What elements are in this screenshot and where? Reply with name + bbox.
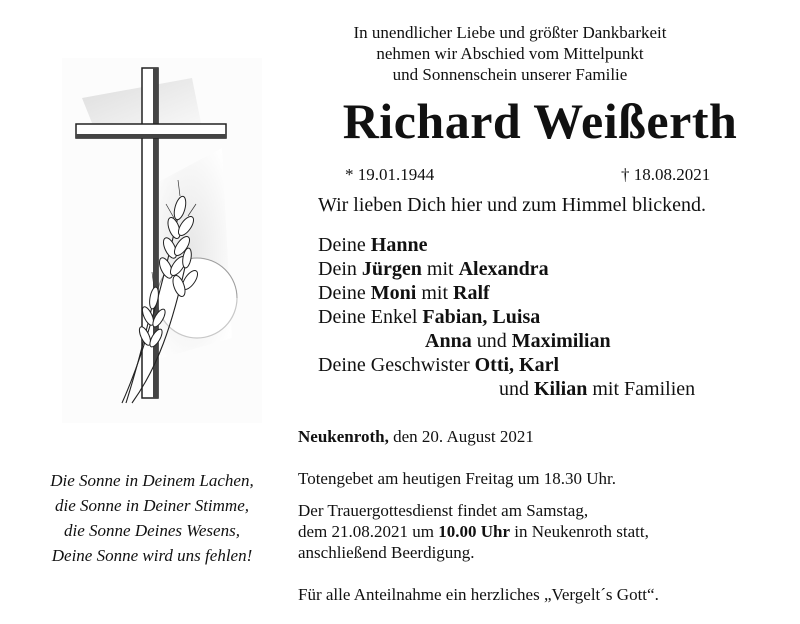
- poem: [22, 468, 282, 568]
- service-line: Der Trauergottesdienst findet am Samstag,: [298, 501, 589, 520]
- place-town: Neukenroth,: [298, 427, 389, 446]
- family-text: mit Familien: [587, 378, 696, 400]
- family-text: und: [471, 330, 512, 352]
- prayer-notice: Totengebet am heutigen Freitag um 18.30 Uhr.: [298, 469, 616, 488]
- poem-line: die Sonne Deines Wesens,: [64, 521, 240, 540]
- family-name: Moni: [370, 282, 417, 304]
- family-name: Maximilian: [511, 330, 611, 352]
- motto: Wir lieben Dich hier und zum Himmel blickend.: [318, 194, 706, 216]
- family-row: [318, 233, 695, 257]
- poem-line: die Sonne in Deiner Stimme,: [54, 496, 250, 515]
- place-date: [298, 427, 534, 447]
- poem-line: Deine Sonne wird uns fehlen!: [51, 546, 253, 565]
- death-date: † 18.08.2021: [621, 165, 711, 184]
- cross-with-wheat-icon: [62, 58, 262, 423]
- family-row: [318, 377, 695, 401]
- family-text: Deine: [318, 234, 371, 256]
- family-name: Ralf: [453, 282, 490, 304]
- family-row: [318, 329, 695, 353]
- family-row: [318, 257, 695, 281]
- family-list: [318, 233, 695, 401]
- thanks-notice: Für alle Anteilnahme ein herzliches „Vergelt´s Gott“.: [298, 585, 659, 604]
- family-name: Jürgen: [361, 258, 422, 280]
- poem-line: Die Sonne in Deinem Lachen,: [50, 471, 254, 490]
- intro-line: In unendlicher Liebe und größter Dankbarkeit: [353, 23, 667, 42]
- service-text: dem 21.08.2021 um: [298, 522, 439, 541]
- deceased-name: Richard Weißerth: [342, 93, 738, 149]
- family-name: Anna: [425, 330, 472, 352]
- family-name: Alexandra: [458, 258, 549, 280]
- family-text: Deine Geschwister: [318, 354, 475, 376]
- family-name: Fabian, Luisa: [422, 306, 541, 328]
- place-date-text: den 20. August 2021: [388, 427, 534, 446]
- family-row: [318, 353, 695, 377]
- family-text: Deine Enkel: [318, 306, 423, 328]
- service-time: 10.00 Uhr: [438, 522, 511, 541]
- family-row: [318, 305, 695, 329]
- service-line: [298, 521, 649, 542]
- family-row: [318, 281, 695, 305]
- family-name: Kilian: [534, 378, 588, 400]
- intro-text: [300, 22, 720, 85]
- service-notice: [298, 500, 649, 563]
- family-text: und: [499, 378, 534, 400]
- family-text: mit: [421, 258, 459, 280]
- service-line: anschließend Beerdigung.: [298, 543, 475, 562]
- family-text: Deine: [318, 282, 371, 304]
- birth-date: * 19.01.1944: [345, 165, 435, 184]
- family-text: Dein: [318, 258, 362, 280]
- family-name: Otti, Karl: [474, 354, 560, 376]
- intro-line: und Sonnenschein unserer Familie: [392, 65, 628, 84]
- family-name: Hanne: [370, 234, 428, 256]
- service-text: in Neukenroth statt,: [510, 522, 649, 541]
- family-text: mit: [416, 282, 453, 304]
- intro-line: nehmen wir Abschied vom Mittelpunkt: [376, 44, 644, 63]
